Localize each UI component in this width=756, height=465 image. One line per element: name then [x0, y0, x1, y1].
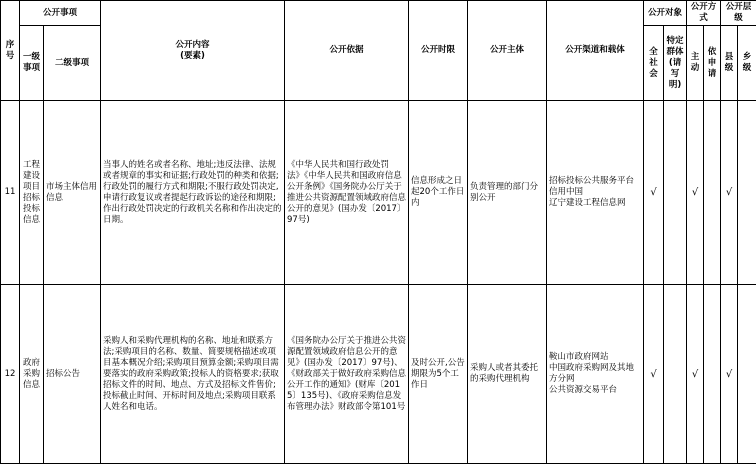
- row-level1: 工程建设项目招标投标信息: [20, 101, 44, 285]
- row-level-county: √: [721, 285, 738, 464]
- row-basis: 《国务院办公厅关于推进公共资源配置领域政府信息公开的意见》(国办发〔2017〕97号)、《财政部关于做好政府采购信息公开工作的通知》(财库〔2015〕135号)、《政府采购信息发布管理办法》财政部令第101号: [285, 285, 409, 464]
- header-matter-group: 公开事项: [20, 1, 101, 26]
- row-seq: 12: [1, 285, 20, 464]
- header-target-all: 全社会: [644, 26, 664, 101]
- row-time-limit: 信息形成之日起20个工作日内: [409, 101, 468, 285]
- header-mode-request: 依申请: [704, 26, 721, 101]
- header-time-limit: 公开时限: [409, 1, 468, 101]
- row-level-township: [738, 285, 756, 464]
- row-target-all: √: [644, 101, 664, 285]
- row-target-all: √: [644, 285, 664, 464]
- row-seq: 11: [1, 101, 20, 285]
- row-target-specific: [664, 101, 687, 285]
- row-content: 采购人和采购代理机构的名称、地址和联系方法;采购项目的名称、数量、简要规格描述或项目基本概况介绍;采购项目预算金额;采购项目需要落实的政府采购政策;投标人的资格要求;获取招标文件的时间、地点、方式及招标文件售价;投标截止时间、开标时间及地点;采购项目联系人姓名和电话。: [101, 285, 285, 464]
- row-time-limit: 及时公开,公告期限为5个工作日: [409, 285, 468, 464]
- header-level-group: 公开层级: [721, 1, 756, 26]
- row-channel: 鞍山市政府网站 中国政府采购网及其地方分网 公共资源交易平台: [547, 285, 644, 464]
- row-mode-active: √: [687, 101, 704, 285]
- header-seq: 序号: [1, 1, 20, 101]
- header-basis: 公开依据: [285, 1, 409, 101]
- header-level1: 一级事项: [20, 26, 44, 101]
- row-level1: 政府采购信息: [20, 285, 44, 464]
- header-target-specific: 特定群体(请写明): [664, 26, 687, 101]
- row-mode-request: [704, 101, 721, 285]
- row-target-specific: [664, 285, 687, 464]
- row-mode-request: [704, 285, 721, 464]
- header-level2: 二级事项: [44, 26, 101, 101]
- row-level-township: [738, 101, 756, 285]
- row-basis: 《中华人民共和国行政处罚法》《中华人民共和国政府信息公开条例》《国务院办公厅关于推进公共资源配置领域政府信息公开的意见》(国办发〔2017〕97号): [285, 101, 409, 285]
- header-content-subtitle: (要素): [180, 50, 205, 61]
- header-mode-group: 公开方式: [687, 1, 721, 26]
- row-content: 当事人的姓名或者名称、地址;违反法律、法规或者规章的事实和证据;行政处罚的种类和依据;行政处罚的履行方式和期限;不服行政处罚决定,申请行政复议或者提起行政诉讼的途径和期限;作出行政处罚决定的行政机关名称和作出决定的日期。: [101, 101, 285, 285]
- header-content-title: 公开内容: [175, 39, 210, 50]
- table-row: [1, 101, 756, 285]
- row-channel: 招标投标公共服务平台 信用中国 辽宁建设工程信息网: [547, 101, 644, 285]
- header-target-group: 公开对象: [644, 1, 687, 26]
- header-content: [101, 1, 285, 101]
- header-channel: 公开渠道和载体: [547, 1, 644, 101]
- header-mode-active: 主动: [687, 26, 704, 101]
- header-subject: 公开主体: [468, 1, 547, 101]
- row-subject: 负责管理的部门分别公开: [468, 101, 547, 285]
- row-subject: 采购人或者其委托的采购代理机构: [468, 285, 547, 464]
- header-level-county: 县级: [721, 26, 738, 101]
- row-level-county: √: [721, 101, 738, 285]
- row-level2: 招标公告: [44, 285, 101, 464]
- row-level2: 市场主体信用信息: [44, 101, 101, 285]
- table-row: [1, 285, 756, 464]
- header-level-township: 乡级: [738, 26, 756, 101]
- row-mode-active: √: [687, 285, 704, 464]
